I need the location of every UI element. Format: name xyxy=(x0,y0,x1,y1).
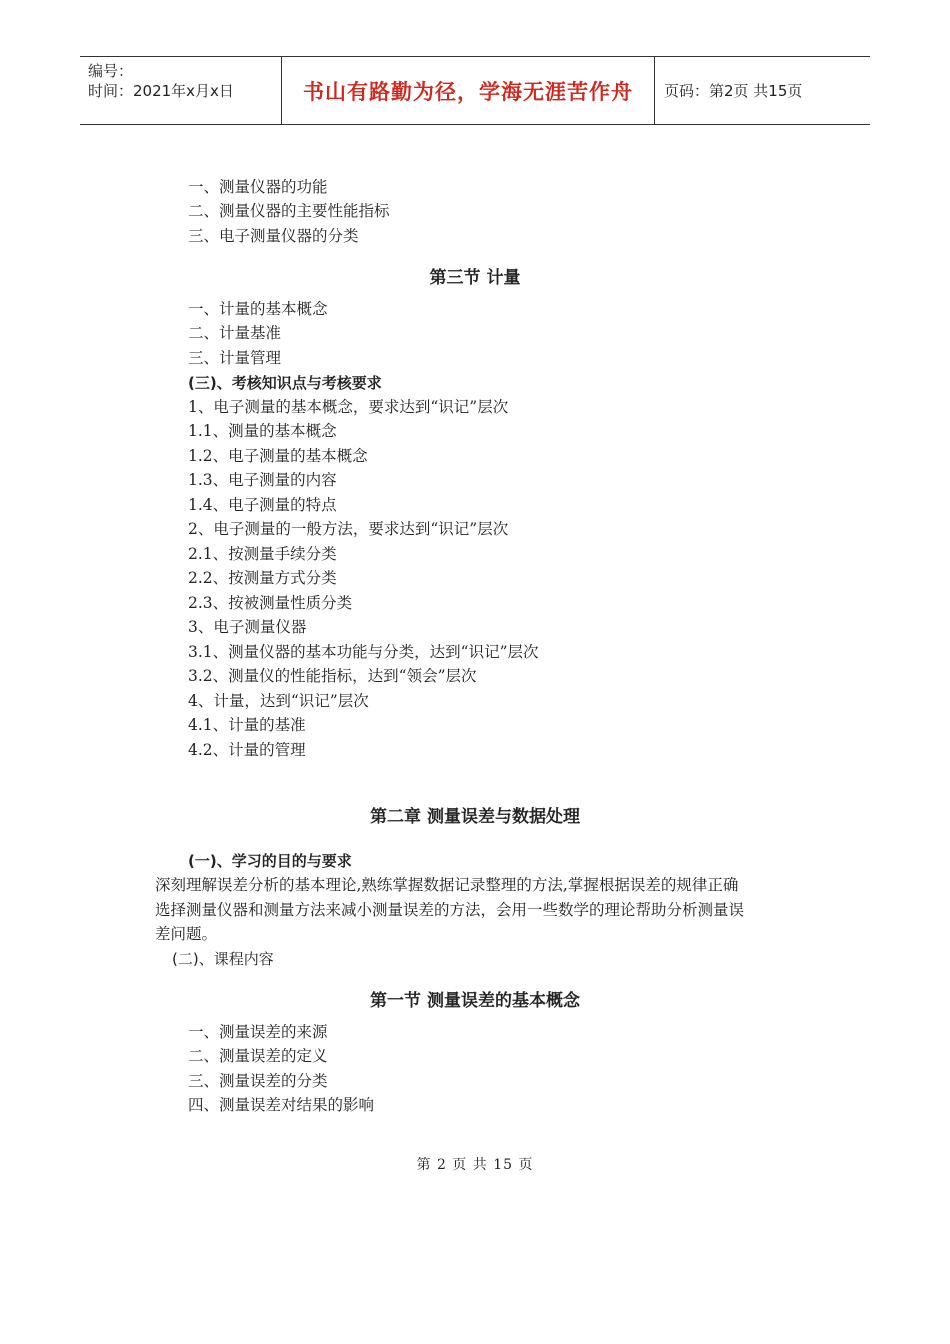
list-item: 二、计量基准 xyxy=(188,324,282,342)
doc-time-label: 时间：2021年x月x日 xyxy=(88,82,234,100)
list-item: 1、电子测量的基本概念，要求达到“识记”层次 xyxy=(188,398,509,416)
list-item: 3、电子测量仪器 xyxy=(188,618,307,636)
header-meta xyxy=(80,57,282,124)
section-title: 第三节 计量 xyxy=(429,268,521,288)
doc-number-label: 编号： xyxy=(88,62,134,80)
list-item: 4、计量，达到“识记”层次 xyxy=(188,692,369,710)
content-heading: (二)、课程内容 xyxy=(172,950,274,968)
paragraph-line: 深刻理解误差分析的基本理论,熟练掌握数据记录整理的方法,掌握根据误差的规律正确 xyxy=(155,876,739,894)
list-item: 4.2、计量的管理 xyxy=(188,741,306,759)
list-item: 三、测量误差的分类 xyxy=(188,1072,328,1090)
list-item: 3.2、测量仪的性能指标，达到“领会”层次 xyxy=(188,667,477,685)
assessment-heading: (三)、考核知识点与考核要求 xyxy=(188,374,382,392)
list-item: 3.1、测量仪器的基本功能与分类，达到“识记”层次 xyxy=(188,643,539,661)
list-item: 1.4、电子测量的特点 xyxy=(188,496,337,514)
section-title: 第一节 测量误差的基本概念 xyxy=(370,991,580,1011)
page-footer: 第 2 页 共 15 页 xyxy=(416,1157,534,1173)
list-item: 一、计量的基本概念 xyxy=(188,300,328,318)
list-item: 2.2、按测量方式分类 xyxy=(188,569,337,587)
list-item: 1.3、电子测量的内容 xyxy=(188,471,337,489)
goal-heading: (一)、学习的目的与要求 xyxy=(188,852,352,870)
list-item: 三、计量管理 xyxy=(188,349,282,367)
list-item: 4.1、计量的基准 xyxy=(188,716,306,734)
paragraph-line: 选择测量仪器和测量方法来减小测量误差的方法，会用一些数学的理论帮助分析测量误 xyxy=(155,900,745,919)
chapter-title: 第二章 测量误差与数据处理 xyxy=(370,807,580,827)
list-item: 1.2、电子测量的基本概念 xyxy=(188,447,368,465)
list-item: 三、电子测量仪器的分类 xyxy=(188,227,359,245)
goal-paragraph xyxy=(155,873,800,947)
list-item: 二、测量误差的定义 xyxy=(188,1047,328,1065)
page-header xyxy=(80,56,870,125)
list-item: 2、电子测量的一般方法，要求达到“识记”层次 xyxy=(188,520,509,538)
list-item: 1.1、测量的基本概念 xyxy=(188,422,337,440)
header-page-label: 页码：第2页 共15页 xyxy=(664,82,803,100)
list-item: 一、测量仪器的功能 xyxy=(188,178,328,196)
header-motto: 书山有路勤为径，学海无涯苦作舟 xyxy=(282,57,655,124)
list-item: 二、测量仪器的主要性能指标 xyxy=(188,202,390,220)
list-item: 2.3、按被测量性质分类 xyxy=(188,594,353,612)
paragraph-line: 差问题。 xyxy=(155,925,218,943)
list-item: 一、测量误差的来源 xyxy=(188,1023,328,1041)
list-item: 四、测量误差对结果的影响 xyxy=(188,1096,375,1114)
list-item: 2.1、按测量手续分类 xyxy=(188,545,337,563)
